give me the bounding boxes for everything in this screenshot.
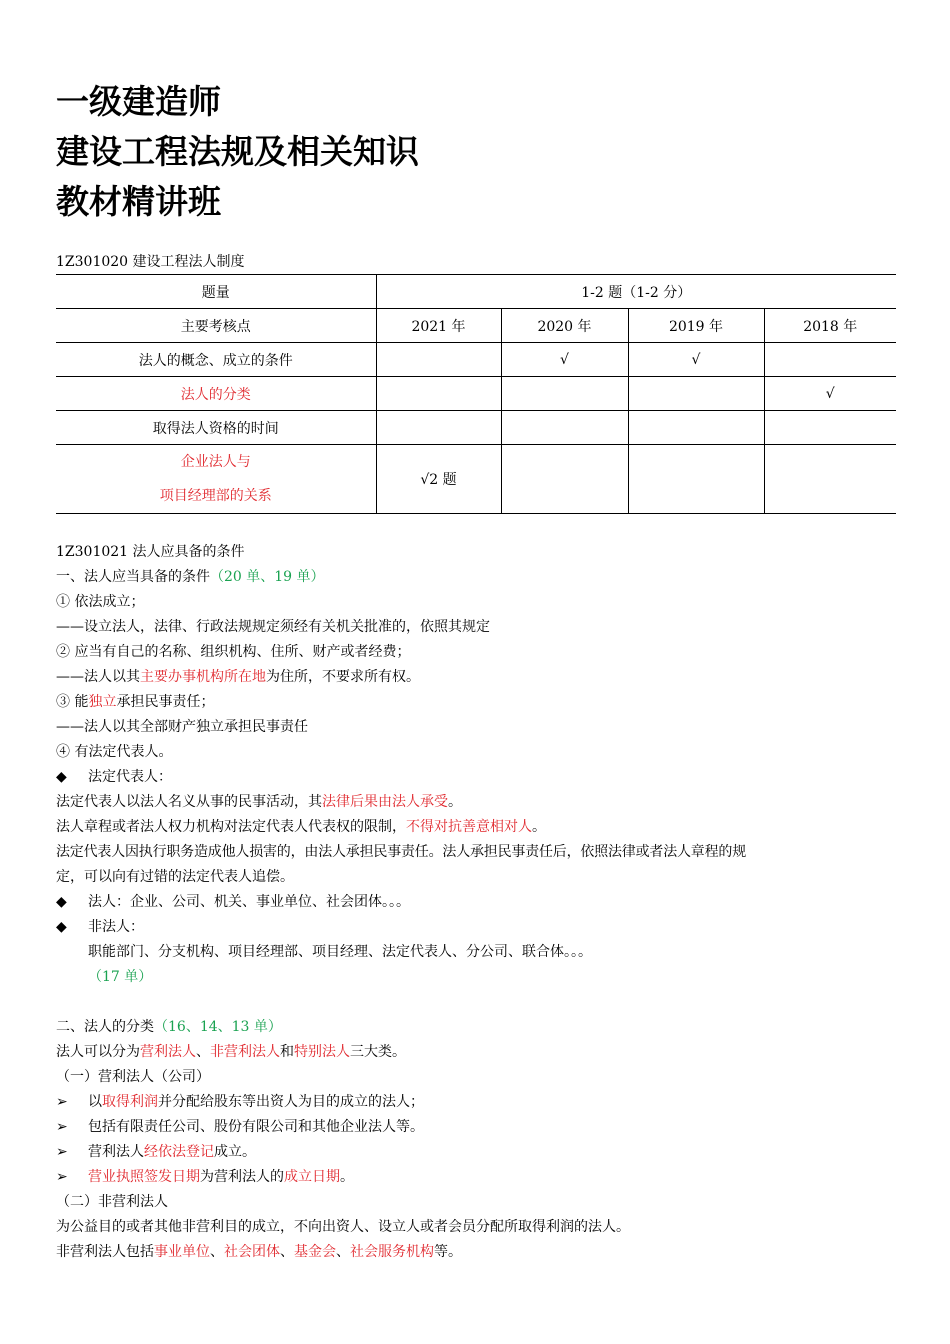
table-row	[56, 275, 896, 309]
table-cell	[764, 343, 896, 377]
table-row	[56, 309, 896, 343]
paragraph: 二、法人的分类（16、14、13 单）	[56, 1019, 282, 1035]
section-heading-1z301021: 1Z301021 法人应具备的条件	[56, 544, 245, 560]
table-header-cell: 主要考核点	[56, 309, 376, 343]
paragraph: 法人章程或者法人权力机构对法定代表人代表权的限制，不得对抗善意相对人。	[56, 819, 546, 835]
table-cell: √	[501, 343, 628, 377]
paragraph: ➢ 营业执照签发日期为营利法人的成立日期。	[56, 1169, 354, 1185]
diamond-bullet-icon: ◆	[56, 919, 67, 935]
paragraph: ◆ 法定代表人：	[56, 769, 172, 785]
paragraph: （17 单）	[88, 969, 153, 985]
row-label: 法人的概念、成立的条件	[56, 343, 376, 377]
table-cell	[501, 411, 628, 445]
table-cell	[764, 411, 896, 445]
title-line-1: 一级建造师	[56, 82, 221, 121]
year-header: 2019 年	[628, 309, 764, 343]
table-cell	[628, 411, 764, 445]
paragraph: 法人可以分为营利法人、非营利法人和特别法人三大类。	[56, 1044, 406, 1060]
row-label-line: 项目经理部的关系	[159, 488, 272, 504]
paragraph: 定，可以向有过错的法定代表人追偿。	[56, 869, 294, 885]
arrow-bullet-icon: ➢	[56, 1094, 68, 1110]
table-cell	[376, 377, 501, 411]
paragraph: 非营利法人包括事业单位、社会团体、基金会、社会服务机构等。	[56, 1244, 462, 1260]
row-label: 取得法人资格的时间	[56, 411, 376, 445]
year-header: 2020 年	[501, 309, 628, 343]
table-row	[56, 377, 896, 411]
title-line-2: 建设工程法规及相关知识	[56, 132, 419, 171]
section-heading-1z301020: 1Z301020 建设工程法人制度	[56, 254, 245, 270]
table-row	[56, 411, 896, 445]
row-label	[56, 445, 376, 514]
table-cell	[628, 377, 764, 411]
paragraph: ——设立法人，法律、行政法规规定须经有关机关批准的，依照其规定	[56, 619, 490, 635]
paragraph: 职能部门、分支机构、项目经理部、项目经理、法定代表人、分公司、联合体。。。	[88, 944, 592, 960]
paragraph: ◆ 法人：企业、公司、机关、事业单位、社会团体。。。	[56, 894, 410, 910]
arrow-bullet-icon: ➢	[56, 1144, 68, 1160]
paragraph: ③ 能独立承担民事责任；	[56, 694, 215, 710]
table-cell: √	[764, 377, 896, 411]
table-cell	[628, 445, 764, 514]
arrow-bullet-icon: ➢	[56, 1169, 68, 1185]
row-label: 法人的分类	[56, 377, 376, 411]
paragraph: 法定代表人因执行职务造成他人损害的，由法人承担民事责任。法人承担民事责任后，依照法律或者法人章程的规	[56, 844, 746, 860]
title-line-3: 教材精讲班	[56, 182, 221, 221]
paragraph: ◆ 非法人：	[56, 919, 144, 935]
paragraph: （二）非营利法人	[56, 1194, 168, 1210]
table-cell	[376, 411, 501, 445]
paragraph: （一）营利法人（公司）	[56, 1069, 210, 1085]
paragraph: 一、法人应当具备的条件（20 单、19 单）	[56, 569, 325, 585]
table-cell: √2 题	[376, 445, 501, 514]
paragraph: ➢ 以取得利润并分配给股东等出资人为目的成立的法人；	[56, 1094, 424, 1110]
paragraph: ① 依法成立；	[56, 594, 145, 610]
table-cell	[764, 445, 896, 514]
paragraph: 法定代表人以法人名义从事的民事活动，其法律后果由法人承受。	[56, 794, 462, 810]
year-header: 2018 年	[764, 309, 896, 343]
paragraph: ➢ 营利法人经依法登记成立。	[56, 1144, 256, 1160]
diamond-bullet-icon: ◆	[56, 894, 67, 910]
table-cell	[501, 445, 628, 514]
table-row	[56, 343, 896, 377]
table-cell: √	[628, 343, 764, 377]
paragraph: ——法人以其全部财产独立承担民事责任	[56, 719, 308, 735]
paragraph: 为公益目的或者其他非营利目的成立，不向出资人、设立人或者会员分配所取得利润的法人。	[56, 1219, 630, 1235]
table-header-cell: 题量	[56, 275, 376, 309]
diamond-bullet-icon: ◆	[56, 769, 67, 785]
paragraph: ——法人以其主要办事机构所在地为住所，不要求所有权。	[56, 669, 420, 685]
exam-points-table	[56, 274, 896, 514]
paragraph: ② 应当有自己的名称、组织机构、住所、财产或者经费；	[56, 644, 411, 660]
table-row	[56, 445, 896, 514]
paragraph: ➢ 包括有限责任公司、股份有限公司和其他企业法人等。	[56, 1119, 424, 1135]
row-label-line: 企业法人与	[180, 454, 251, 470]
table-header-cell: 1-2 题（1-2 分）	[376, 275, 896, 309]
paragraph: ④ 有法定代表人。	[56, 744, 173, 760]
table-cell	[501, 377, 628, 411]
table-cell	[376, 343, 501, 377]
year-header: 2021 年	[376, 309, 501, 343]
arrow-bullet-icon: ➢	[56, 1119, 68, 1135]
